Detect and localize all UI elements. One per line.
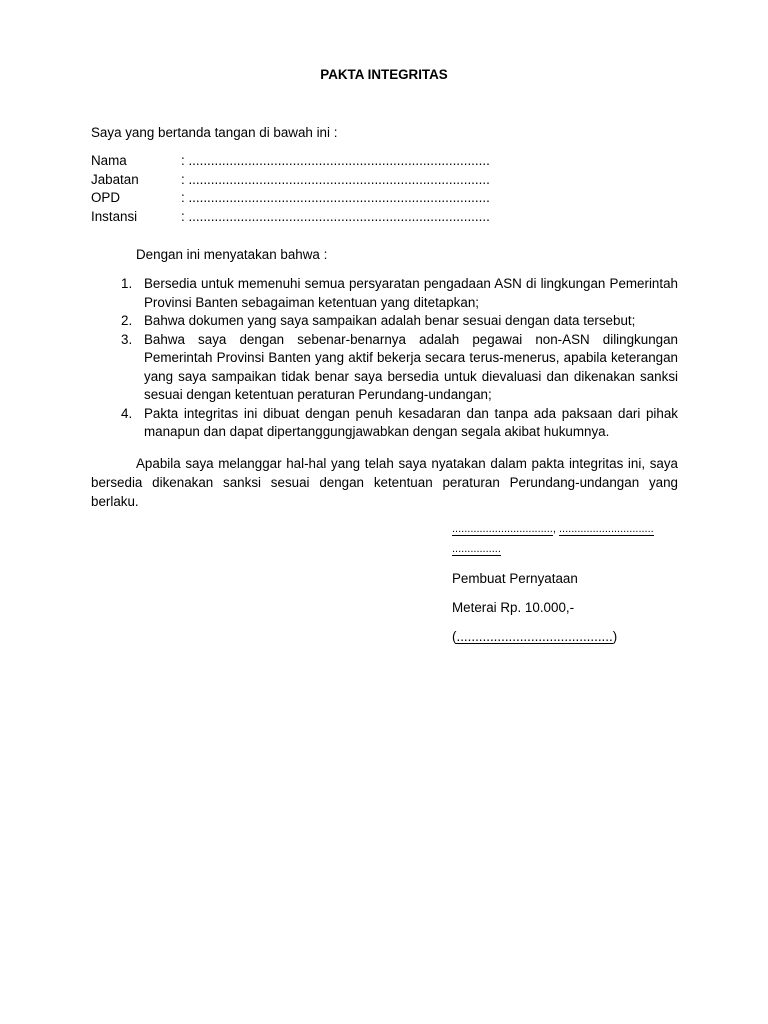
list-item-number: 4. — [121, 405, 133, 421]
field-row-opd — [91, 189, 490, 208]
date-continuation-placeholder: ................ — [452, 543, 501, 555]
field-label: Instansi — [91, 209, 138, 225]
document-title: PAKTA INTEGRITAS — [320, 67, 448, 82]
place-date-line — [452, 522, 672, 536]
list-item-number: 1. — [121, 276, 133, 291]
field-value: : ................................................................................. — [181, 153, 490, 168]
field-row-jabatan — [91, 171, 490, 190]
intro-text: Saya yang bertanda tangan di bawah ini : — [91, 125, 338, 140]
signer-name-line — [452, 628, 672, 646]
list-item-text: Bersedia untuk memenuhi semua persyaratan pengadaan ASN di lingkungan Pemerintah Provinsi Banten sebagaiman ketentuan yang ditetapkan; — [144, 276, 678, 310]
list-item-text: Bahwa saya dengan sebenar-benarnya adalah pegawai non-ASN dilingkungan Pemerintah Provinsi Banten yang aktif bekerja secara terus-menerus, apabila keterangan yang saya sampaikan tidak benar saya bersedia untuk dievaluasi dan dikenakan sanksi sesuai dengan ketentuan peraturan Perundang-undangan; — [144, 331, 678, 402]
field-value: : ................................................................................. — [181, 171, 490, 187]
date-placeholder: ............................... — [558, 523, 654, 535]
list-item-number: 3. — [121, 331, 133, 347]
list-item — [91, 312, 678, 331]
list-item — [91, 405, 678, 442]
identity-fields — [91, 152, 490, 227]
stamp-duty-note: Meterai Rp. 10.000,- — [452, 600, 575, 615]
signature-block — [452, 522, 672, 646]
name-close-paren: ) — [612, 629, 618, 644]
declaration-list — [91, 275, 678, 442]
field-value: : ................................................................................. — [181, 190, 490, 206]
list-item — [91, 331, 678, 405]
place-placeholder: ................................. — [452, 523, 553, 535]
closing-paragraph: Apabila saya melanggar hal-hal yang telah saya nyatakan dalam pakta integritas ini, saya bersedia dikenakan sanksi sesuai dengan ketentuan peraturan Perundang-undangan yang berlaku. — [91, 456, 678, 510]
statement-text: Dengan ini menyatakan bahwa : — [136, 247, 328, 262]
date-continuation-line — [452, 542, 672, 556]
list-item-text: Bahwa dokumen yang saya sampaikan adalah benar sesuai dengan data tersebut; — [144, 313, 636, 328]
name-open-paren: ( — [452, 629, 457, 644]
field-row-nama — [91, 152, 490, 171]
list-item-text: Pakta integritas ini dibuat dengan penuh kesadaran dan tanpa ada paksaan dari pihak manapun dan dapat dipertanggungjawabkan dengan segala akibat hukumnya. — [144, 405, 678, 439]
list-item-number: 2. — [121, 313, 133, 328]
place-separator: , — [552, 523, 559, 535]
field-value: : ................................................................................. — [181, 209, 490, 225]
name-placeholder: .......................................... — [456, 629, 613, 644]
field-label: OPD — [91, 190, 121, 206]
field-label: Jabatan — [91, 171, 139, 187]
signer-role: Pembuat Pernyataan — [452, 571, 578, 586]
field-row-instansi — [91, 208, 490, 227]
list-item — [91, 275, 678, 312]
field-label: Nama — [91, 153, 127, 168]
